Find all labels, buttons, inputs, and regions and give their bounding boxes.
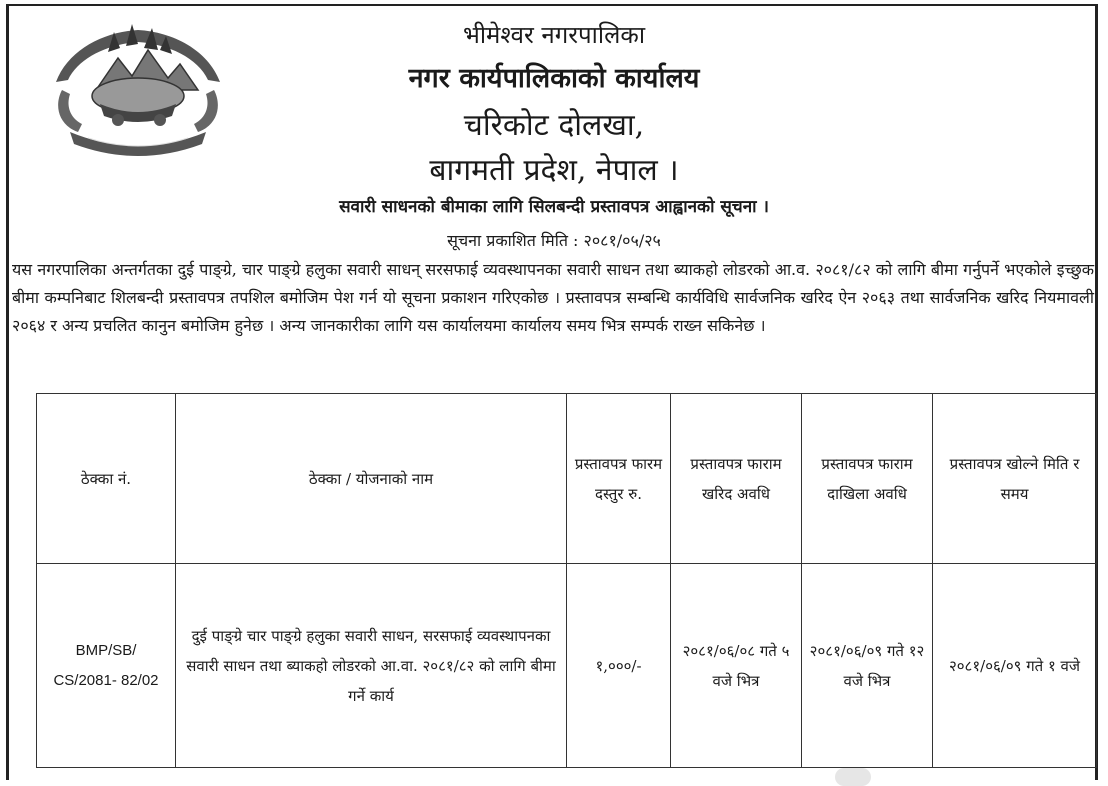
contract-code: BMP/SB/ CS/2081- 82/02 [37, 564, 176, 768]
header-purchase-period: प्रस्तावपत्र फाराम खरिद अवधि [671, 394, 802, 564]
scroll-indicator [835, 768, 871, 786]
tender-table [36, 393, 1097, 768]
notice-title: सवारी साधनको बीमाका लागि सिलबन्दी प्रस्तावपत्र आह्वानको सूचना । [339, 197, 769, 217]
purchase-period: २०८१/०६/०८ गते ५ वजे भित्र [671, 564, 802, 768]
published-date: सूचना प्रकाशित मिति : २०८१/०५/२५ [447, 231, 661, 250]
office-name: नगर कार्यपालिकाको कार्यालय [408, 63, 700, 94]
office-location: चरिकोट दोलखा, [463, 108, 645, 143]
contract-name: दुई पाङ्ग्रे चार पाङ्ग्रे हलुका सवारी साधन, सरसफाई व्यवस्थापनका सवारी साधन तथा ब्याकहो लोडरको आ.वा. २०८१/८२ को लागि बीमा गर्ने कार्य [176, 564, 567, 768]
header-contract-no: ठेक्का नं. [37, 394, 176, 564]
header-opening-date: प्रस्तावपत्र खोल्ने मिति र समय [933, 394, 1097, 564]
table-row [37, 564, 1097, 768]
header-form-fee: प्रस्तावपत्र फारम दस्तुर रु. [567, 394, 671, 564]
table-header-row [37, 394, 1097, 564]
header-contract-name: ठेक्का / योजनाको नाम [176, 394, 567, 564]
notice-body: यस नगरपालिका अन्तर्गतका दुई पाङ्ग्रे, चार पाङ्ग्रे हलुका सवारी साधन् सरसफाई व्यवस्थापनका सवारी साधन तथा ब्याकहो लोडरको आ.व. २०८१/८२ को लागि बीमा गर्नुपर्ने भएकोले इच्छुक बीमा कम्पनिबाट शिलबन्दी प्रस्तावपत्र तपशिल बमोजिम पेश गर्न यो सूचना प्रकाशन गरिएकोछ । प्रस्तावपत्र सम्बन्धि कार्यविधि सार्वजनिक खरिद ऐन २०६३ तथा सार्वजनिक खरिद नियमावली २०६४ र अन्य प्रचलित कानुन बमोजिम हुनेछ । अन्य जानकारीका लागि यस कार्यालयमा कार्यालय समय भित्र सम्पर्क राख्न सकिनेछ । [12, 260, 1094, 335]
submission-period: २०८१/०६/०९ गते १२ वजे भित्र [802, 564, 933, 768]
form-fee: १,०००/- [567, 564, 671, 768]
municipality-name: भीमेश्वर नगरपालिका [462, 21, 646, 49]
office-province: बागमती प्रदेश, नेपाल । [429, 153, 679, 188]
opening-date: २०८१/०६/०९ गते १ वजे [933, 564, 1097, 768]
header-submission-period: प्रस्तावपत्र फाराम दाखिला अवधि [802, 394, 933, 564]
